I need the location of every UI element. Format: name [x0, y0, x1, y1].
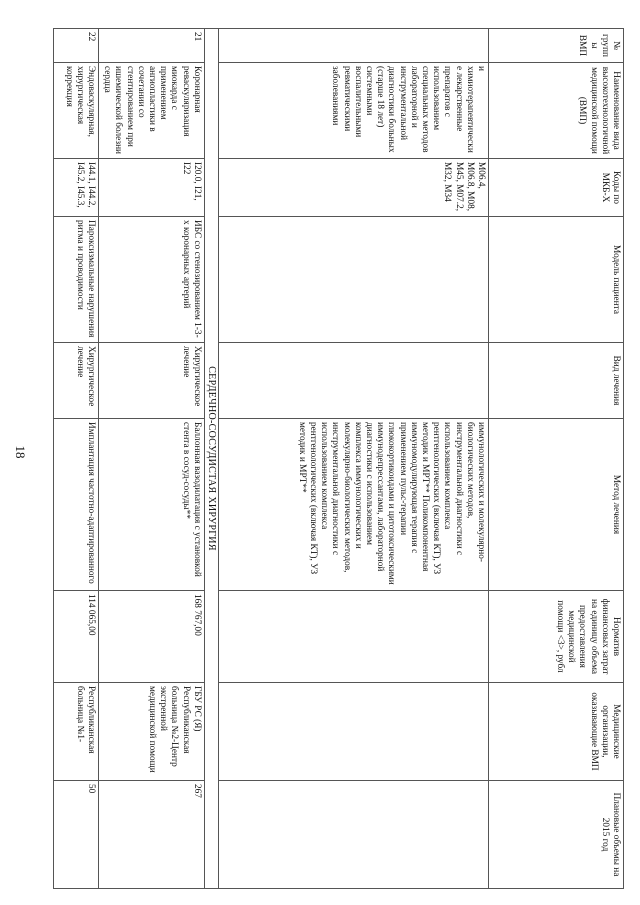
cell-group: 22 — [53, 29, 98, 63]
cell-name: Эндоваскулярная, хирургическая коррекция — [53, 63, 98, 159]
cell-volume — [219, 781, 489, 889]
cell-name: и химиотерапевтические лекарственные препаратов с использованием специальных методов лабораторной и инструментальной диагностики больных (старше 18 лет) системными воспалительными ревматическими заболеваниями — [219, 63, 489, 159]
header-group-number: № группы ВМП — [489, 29, 624, 63]
header-treatment-type: Вид лечения — [489, 343, 624, 419]
header-icd-codes: Коды по МКБ-Х — [489, 159, 624, 217]
header-treatment-method: Метод лечения — [489, 419, 624, 591]
table-row — [98, 29, 204, 889]
cell-codes: I44.1, I44.2, I45.2, I45.3, — [53, 159, 98, 217]
table-row — [53, 29, 98, 889]
cell-model: Пароксизмальные нарушения ритма и проводимости — [53, 217, 98, 343]
section-row — [204, 29, 218, 889]
cell-codes: M06.4, M06.8, M08, M45, M07.2, M32, M34 — [219, 159, 489, 217]
cell-volume: 267 — [98, 781, 204, 889]
cell-cost: 114 065,00 — [53, 591, 98, 683]
section-title: СЕРДЕЧНО-СОСУДИСТАЯ ХИРУРГИЯ — [204, 29, 218, 889]
cell-model — [219, 217, 489, 343]
cell-organizations: Республиканская больница №1- — [53, 683, 98, 781]
cell-name: Коронарная реваскуляризация миокарда с применением ангиопластики в сочетании со стентированием при ишемической болезни сердца — [98, 63, 204, 159]
vmp-table — [53, 28, 624, 889]
landscape-table-sheet — [54, 28, 624, 890]
cell-method: Имплантация частотно-адаптированного — [53, 419, 98, 591]
cell-method: иммунологических и молекулярно-биологических методов, инструментальной диагностики с использованием комплекса рентгенологических (включая КТ), УЗ методик и МРТ** Поликомпонентная иммуномодулирующая терапия с применением пульс-терапии глюкокортикоидами и цитотоксическими иммунодепрессантами, лабораторной диагностики с использованием комплекса иммунологических и молекулярно-биологических методов, инструментальной диагностики с использованием комплекса рентгенологических (включая КТ), УЗ методик и МРТ** — [219, 419, 489, 591]
cell-codes: I20.0, I21, I22 — [98, 159, 204, 217]
cell-organizations: ГБУ РС (Я) Республиканская больница №2-Центр экстренной медицинской помощи — [98, 683, 204, 781]
cell-cost: 168 767,00 — [98, 591, 204, 683]
header-planned-volume: Плановые объемы на 2015 год — [489, 781, 624, 889]
header-cost-norm: Норматив финансовых затрат на единицу объема предоставления медицинской помощи <3>, рубл — [489, 591, 624, 683]
page-number: 18 — [13, 445, 28, 459]
cell-treatment-type: Хирургическое лечение — [53, 343, 98, 419]
cell-volume: 50 — [53, 781, 98, 889]
cell-treatment-type: Хирургическое лечение — [98, 343, 204, 419]
header-vmp-name: Наименование вида высокотехнологичной медицинской помощи (ВМП) — [489, 63, 624, 159]
cell-group — [219, 29, 489, 63]
table-row — [219, 29, 489, 889]
cell-cost — [219, 591, 489, 683]
cell-organizations — [219, 683, 489, 781]
cell-method: Баллонная вазодилатация с установкой стента в сосуд-сосуды** — [98, 419, 204, 591]
header-organizations: Медицинские организации, оказывающие ВМП — [489, 683, 624, 781]
cell-group: 21 — [98, 29, 204, 63]
cell-treatment-type — [219, 343, 489, 419]
cell-model: ИБС со стенозированием 1-3-х коронарных артерий — [98, 217, 204, 343]
header-patient-model: Модель пациента — [489, 217, 624, 343]
table-header-row — [489, 29, 624, 889]
